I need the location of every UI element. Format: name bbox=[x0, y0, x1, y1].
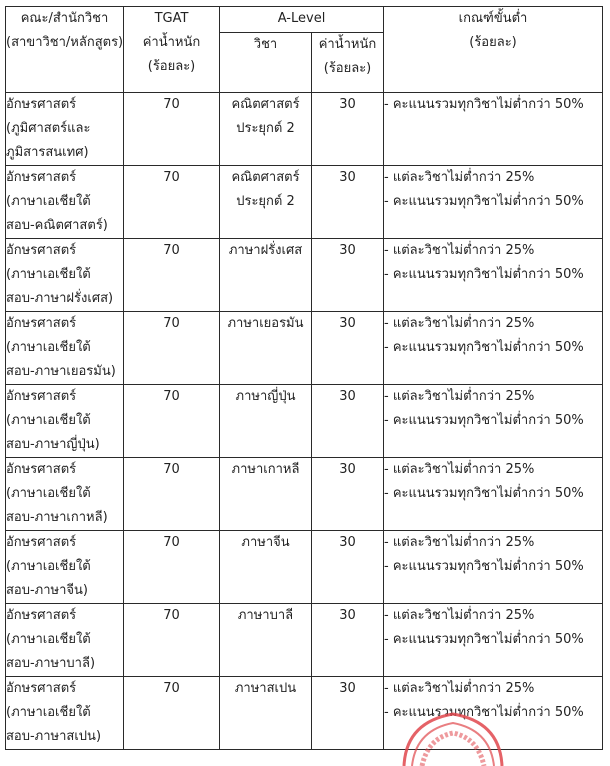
subject-text-line: ประยุกต์ 2 bbox=[236, 194, 295, 209]
subject-text-line: ภาษาจีน bbox=[241, 535, 290, 550]
subject-cell bbox=[220, 312, 312, 385]
faculty-cell bbox=[6, 604, 124, 677]
criteria-text-line: - คะแนนรวมทุกวิชาไม่ต่ำกว่า 50% bbox=[384, 97, 584, 112]
alevel-weight-value: 30 bbox=[339, 97, 356, 112]
criteria-text-line: - คะแนนรวมทุกวิชาไม่ต่ำกว่า 50% bbox=[384, 705, 584, 720]
alevel-weight-cell bbox=[312, 312, 384, 385]
faculty-text-line: (ภาษาเอเชียใต้ bbox=[6, 559, 91, 574]
subject-text-line: คณิตศาสตร์ bbox=[231, 170, 300, 185]
alevel-weight-cell bbox=[312, 385, 384, 458]
alevel-weight-value: 30 bbox=[339, 462, 356, 477]
tgat-weight-value: 70 bbox=[163, 681, 180, 696]
table-header bbox=[6, 7, 603, 93]
faculty-text-line: อักษรศาสตร์ bbox=[6, 389, 77, 404]
tgat-weight-cell bbox=[124, 312, 220, 385]
criteria-text-line: - คะแนนรวมทุกวิชาไม่ต่ำกว่า 50% bbox=[384, 267, 584, 282]
table-row bbox=[6, 458, 603, 531]
criteria-text-line: - แต่ละวิชาไม่ต่ำกว่า 25% bbox=[384, 243, 535, 258]
criteria-cell bbox=[384, 312, 603, 385]
tgat-weight-cell bbox=[124, 458, 220, 531]
criteria-text-line: - แต่ละวิชาไม่ต่ำกว่า 25% bbox=[384, 462, 535, 477]
tgat-header-line2: ค่าน้ำหนัก bbox=[142, 35, 201, 50]
table-row bbox=[6, 93, 603, 166]
subject-text-line: ภาษาสเปน bbox=[234, 681, 297, 696]
alevel-weight-cell bbox=[312, 166, 384, 239]
faculty-text-line: (ภาษาเอเชียใต้ bbox=[6, 194, 91, 209]
faculty-cell bbox=[6, 677, 124, 750]
alevel-weight-value: 30 bbox=[339, 608, 356, 623]
alevel-weight-cell bbox=[312, 239, 384, 312]
alevel-weight-cell bbox=[312, 531, 384, 604]
tgat-weight-cell bbox=[124, 677, 220, 750]
criteria-text-line: - คะแนนรวมทุกวิชาไม่ต่ำกว่า 50% bbox=[384, 486, 584, 501]
subject-text-line: ภาษาบาลี bbox=[237, 608, 294, 623]
table-row bbox=[6, 604, 603, 677]
criteria-text-line: - แต่ละวิชาไม่ต่ำกว่า 25% bbox=[384, 535, 535, 550]
faculty-text-line: (ภูมิศาสตร์และ bbox=[6, 121, 91, 136]
subject-cell bbox=[220, 677, 312, 750]
subject-text-line: ภาษาเกาหลี bbox=[231, 462, 300, 477]
table-row bbox=[6, 385, 603, 458]
subject-cell bbox=[220, 93, 312, 166]
alevel-group-header: A-Level bbox=[220, 7, 384, 33]
criteria-cell bbox=[384, 93, 603, 166]
faculty-text-line: อักษรศาสตร์ bbox=[6, 170, 77, 185]
tgat-weight-cell bbox=[124, 93, 220, 166]
tgat-weight-value: 70 bbox=[163, 608, 180, 623]
table-body bbox=[6, 93, 603, 750]
criteria-text-line: - คะแนนรวมทุกวิชาไม่ต่ำกว่า 50% bbox=[384, 632, 584, 647]
alevel-weight-cell bbox=[312, 458, 384, 531]
faculty-cell bbox=[6, 312, 124, 385]
faculty-text-line: (ภาษาเอเชียใต้ bbox=[6, 632, 91, 647]
alevel-weight-cell bbox=[312, 604, 384, 677]
table-row bbox=[6, 531, 603, 604]
faculty-text-line: สอบ-ภาษาญี่ปุ่น) bbox=[6, 437, 100, 452]
table-row bbox=[6, 677, 603, 750]
subject-text-line: ภาษาญี่ปุ่น bbox=[235, 389, 296, 404]
subject-cell bbox=[220, 458, 312, 531]
criteria-header-line2: (ร้อยละ) bbox=[469, 35, 517, 50]
tgat-weight-cell bbox=[124, 531, 220, 604]
alevel-weight-cell bbox=[312, 93, 384, 166]
subject-cell bbox=[220, 166, 312, 239]
tgat-weight-value: 70 bbox=[163, 170, 180, 185]
subject-text-line: ภาษาฝรั่งเศส bbox=[228, 243, 303, 258]
tgat-weight-cell bbox=[124, 385, 220, 458]
criteria-cell bbox=[384, 458, 603, 531]
faculty-cell bbox=[6, 93, 124, 166]
criteria-text-line: - คะแนนรวมทุกวิชาไม่ต่ำกว่า 50% bbox=[384, 194, 584, 209]
criteria-text-line: - แต่ละวิชาไม่ต่ำกว่า 25% bbox=[384, 608, 535, 623]
criteria-text-line: - คะแนนรวมทุกวิชาไม่ต่ำกว่า 50% bbox=[384, 413, 584, 428]
alevel-weight-value: 30 bbox=[339, 243, 356, 258]
tgat-weight-value: 70 bbox=[163, 316, 180, 331]
faculty-text-line: (ภาษาเอเชียใต้ bbox=[6, 705, 91, 720]
subject-column-header bbox=[220, 33, 312, 93]
faculty-text-line: (ภาษาเอเชียใต้ bbox=[6, 486, 91, 501]
alevel-weight-value: 30 bbox=[339, 535, 356, 550]
criteria-text-line: - แต่ละวิชาไม่ต่ำกว่า 25% bbox=[384, 389, 535, 404]
tgat-column-header bbox=[124, 7, 220, 93]
subject-cell bbox=[220, 239, 312, 312]
criteria-text-line: - คะแนนรวมทุกวิชาไม่ต่ำกว่า 50% bbox=[384, 340, 584, 355]
criteria-header-line1: เกณฑ์ขั้นต่ำ bbox=[458, 11, 528, 26]
tgat-weight-value: 70 bbox=[163, 462, 180, 477]
faculty-text-line: สอบ-ภาษาสเปน) bbox=[6, 729, 102, 744]
tgat-weight-cell bbox=[124, 166, 220, 239]
faculty-cell bbox=[6, 239, 124, 312]
faculty-text-line: (ภาษาเอเชียใต้ bbox=[6, 267, 91, 282]
subject-header-label: วิชา bbox=[253, 37, 278, 52]
criteria-text-line: - แต่ละวิชาไม่ต่ำกว่า 25% bbox=[384, 170, 535, 185]
subject-cell bbox=[220, 385, 312, 458]
criteria-cell bbox=[384, 677, 603, 750]
faculty-cell bbox=[6, 458, 124, 531]
alevel-weight-value: 30 bbox=[339, 316, 356, 331]
tgat-weight-value: 70 bbox=[163, 389, 180, 404]
criteria-cell bbox=[384, 604, 603, 677]
admission-criteria-table bbox=[5, 6, 603, 750]
faculty-header-line1: คณะ/สำนักวิชา bbox=[20, 11, 109, 26]
criteria-text-line: - คะแนนรวมทุกวิชาไม่ต่ำกว่า 50% bbox=[384, 559, 584, 574]
faculty-cell bbox=[6, 531, 124, 604]
criteria-cell bbox=[384, 531, 603, 604]
criteria-text-line: - แต่ละวิชาไม่ต่ำกว่า 25% bbox=[384, 316, 535, 331]
faculty-header-line2: (สาขาวิชา/หลักสูตร) bbox=[6, 35, 124, 50]
alevel-weight-value: 30 bbox=[339, 389, 356, 404]
faculty-text-line: อักษรศาสตร์ bbox=[6, 535, 77, 550]
table-row bbox=[6, 312, 603, 385]
tgat-weight-value: 70 bbox=[163, 97, 180, 112]
alevel-weight-cell bbox=[312, 677, 384, 750]
tgat-header-line1: TGAT bbox=[154, 11, 189, 26]
faculty-text-line: (ภาษาเอเชียใต้ bbox=[6, 413, 91, 428]
tgat-weight-cell bbox=[124, 604, 220, 677]
faculty-text-line: อักษรศาสตร์ bbox=[6, 97, 77, 112]
weight-header-line1: ค่าน้ำหนัก bbox=[318, 37, 377, 52]
criteria-cell bbox=[384, 385, 603, 458]
criteria-cell bbox=[384, 166, 603, 239]
faculty-text-line: อักษรศาสตร์ bbox=[6, 243, 77, 258]
faculty-text-line: อักษรศาสตร์ bbox=[6, 608, 77, 623]
faculty-column-header bbox=[6, 7, 124, 93]
tgat-weight-value: 70 bbox=[163, 243, 180, 258]
faculty-text-line: สอบ-ภาษาจีน) bbox=[6, 583, 88, 598]
faculty-text-line: อักษรศาสตร์ bbox=[6, 316, 77, 331]
faculty-text-line: สอบ-ภาษาเยอรมัน) bbox=[6, 364, 116, 379]
faculty-text-line: สอบ-คณิตศาสตร์) bbox=[6, 218, 108, 233]
subject-text-line: ภาษาเยอรมัน bbox=[227, 316, 304, 331]
table-row bbox=[6, 239, 603, 312]
faculty-text-line: สอบ-ภาษาเกาหลี) bbox=[6, 510, 108, 525]
tgat-weight-value: 70 bbox=[163, 535, 180, 550]
alevel-weight-value: 30 bbox=[339, 170, 356, 185]
faculty-text-line: สอบ-ภาษาฝรั่งเศส) bbox=[6, 291, 114, 306]
subject-text-line: ประยุกต์ 2 bbox=[236, 121, 295, 136]
subject-cell bbox=[220, 604, 312, 677]
faculty-text-line: อักษรศาสตร์ bbox=[6, 681, 77, 696]
faculty-text-line: อักษรศาสตร์ bbox=[6, 462, 77, 477]
faculty-cell bbox=[6, 385, 124, 458]
faculty-cell bbox=[6, 166, 124, 239]
subject-text-line: คณิตศาสตร์ bbox=[231, 97, 300, 112]
weight-header-line2: (ร้อยละ) bbox=[323, 61, 372, 76]
tgat-weight-cell bbox=[124, 239, 220, 312]
criteria-text-line: - แต่ละวิชาไม่ต่ำกว่า 25% bbox=[384, 681, 535, 696]
criteria-cell bbox=[384, 239, 603, 312]
weight-column-header bbox=[312, 33, 384, 93]
alevel-weight-value: 30 bbox=[339, 681, 356, 696]
faculty-text-line: (ภาษาเอเชียใต้ bbox=[6, 340, 91, 355]
faculty-text-line: ภูมิสารสนเทศ) bbox=[6, 145, 89, 160]
criteria-column-header bbox=[384, 7, 603, 93]
table-row bbox=[6, 166, 603, 239]
tgat-header-line3: (ร้อยละ) bbox=[147, 59, 196, 74]
subject-cell bbox=[220, 531, 312, 604]
faculty-text-line: สอบ-ภาษาบาลี) bbox=[6, 656, 96, 671]
